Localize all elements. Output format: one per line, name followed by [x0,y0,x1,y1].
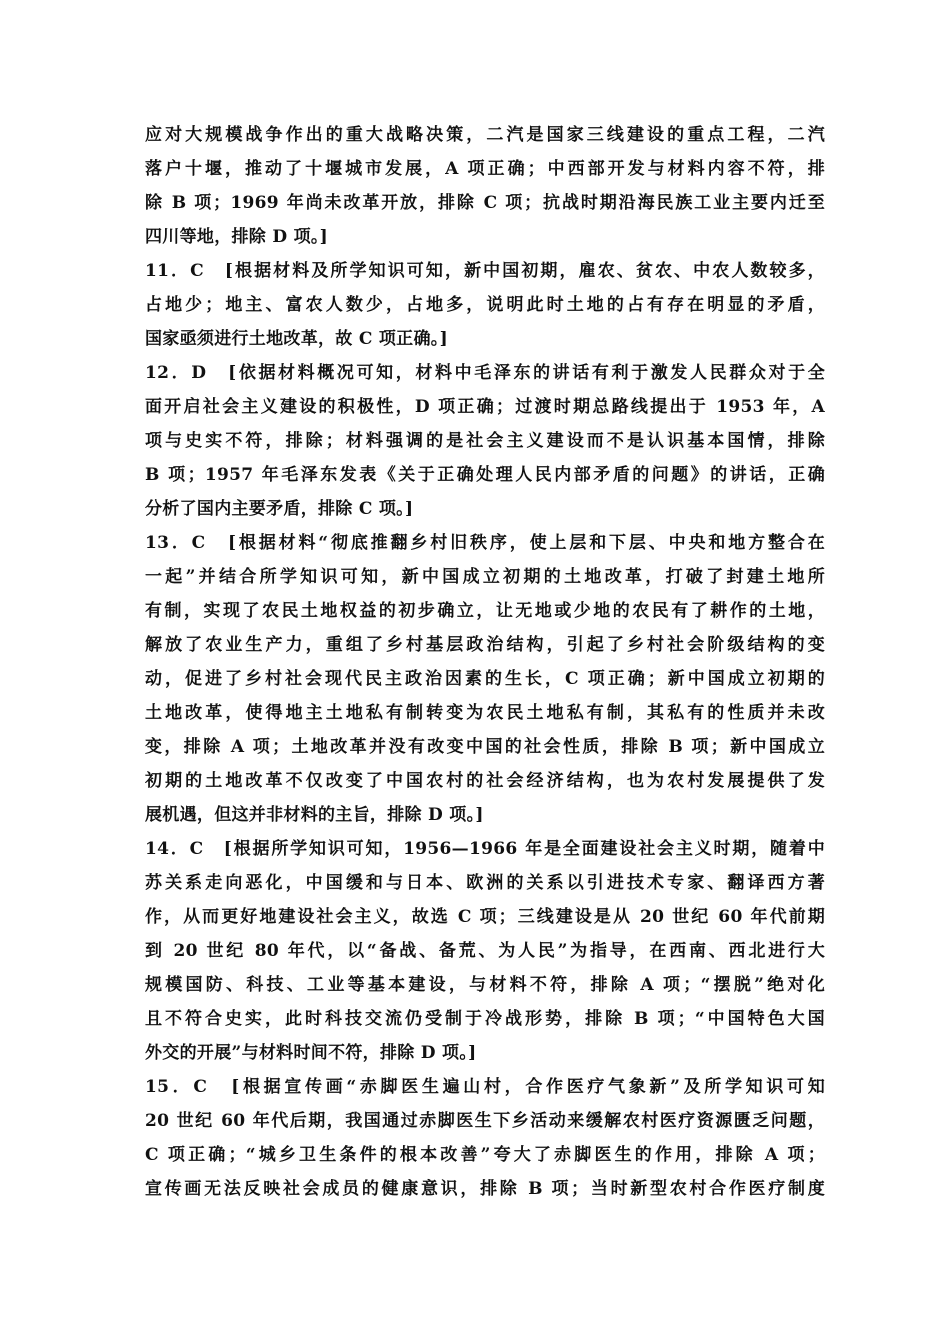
text-line: 20 世纪 60 年代后期，我国通过赤脚医生下乡活动来缓解农村医疗资源匮乏问题， [145,1111,825,1131]
text-line: 分析了国内主要矛盾，排除 C 项。] [145,499,414,519]
text-line: 占地少；地主、富农人数少，占地多，说明此时土地的占有存在明显的矛盾， [145,295,825,315]
text-line: 面开启社会主义建设的积极性，D 项正确；过渡时期总路线提出于 1953 年，A [145,397,825,417]
text-line: 有制，实现了农民土地权益的初步确立，让无地或少地的农民有了耕作的土地， [145,601,825,621]
document-page [145,118,825,1206]
text-line: 12．D [依据材料概况可知，材料中毛泽东的讲话有利于激发人民群众对于全 [145,363,825,383]
text-line: 变，排除 A 项；土地改革并没有改变中国的社会性质，排除 B 项；新中国成立 [145,737,825,757]
text-line: 15．C [根据宣传画“赤脚医生遍山村，合作医疗气象新”及所学知识可知 [145,1077,825,1097]
text-line: 14．C [根据所学知识可知，1956—1966 年是全面建设社会主义时期，随着中 [145,839,825,859]
text-line: C 项正确；“城乡卫生条件的根本改善”夸大了赤脚医生的作用，排除 A 项； [145,1145,825,1165]
text-line: 到 20 世纪 80 年代，以“备战、备荒、为人民”为指导，在西南、西北进行大 [145,941,825,961]
text-line: 作，从而更好地建设社会主义，故选 C 项；三线建设是从 20 世纪 60 年代前期 [145,907,825,927]
text-line: 一起”并结合所学知识可知，新中国成立初期的土地改革，打破了封建土地所 [145,567,825,587]
text-line: 11．C [根据材料及所学知识可知，新中国初期，雇农、贫农、中农人数较多， [145,261,825,281]
text-line: 展机遇，但这并非材料的主旨，排除 D 项。] [145,805,484,825]
text-line: 国家亟须进行土地改革，故 C 项正确。] [145,329,448,349]
text-line: B 项；1957 年毛泽东发表《关于正确处理人民内部矛盾的问题》的讲话，正确 [145,465,825,485]
text-line: 项与史实不符，排除；材料强调的是社会主义建设而不是认识基本国情，排除 [145,431,825,451]
text-line: 应对大规模战争作出的重大战略决策，二汽是国家三线建设的重点工程，二汽 [145,125,825,145]
text-line: 规模国防、科技、工业等基本建设，与材料不符，排除 A 项；“摆脱”绝对化 [145,975,825,995]
text-line: 外交的开展”与材料时间不符，排除 D 项。] [145,1043,477,1063]
text-line: 动，促进了乡村社会现代民主政治因素的生长，C 项正确；新中国成立初期的 [145,669,825,689]
text-line: 13．C [根据材料“彻底推翻乡村旧秩序，使上层和下层、中央和地方整合在 [145,533,825,553]
text-line: 初期的土地改革不仅改变了中国农村的社会经济结构，也为农村发展提供了发 [145,771,825,791]
text-line: 解放了农业生产力，重组了乡村基层政治结构，引起了乡村社会阶级结构的变 [145,635,825,655]
text-line: 宣传画无法反映社会成员的健康意识，排除 B 项；当时新型农村合作医疗制度 [145,1179,825,1199]
text-line: 四川等地，排除 D 项。] [145,227,329,247]
text-line: 且不符合史实，此时科技交流仍受制于冷战形势，排除 B 项；“中国特色大国 [145,1009,825,1029]
text-line: 土地改革，使得地主土地私有制转变为农民土地私有制，其私有的性质并未改 [145,703,825,723]
text-line: 落户十堰，推动了十堰城市发展，A 项正确；中西部开发与材料内容不符，排 [145,159,825,179]
text-line: 除 B 项；1969 年尚未改革开放，排除 C 项；抗战时期沿海民族工业主要内迁至 [145,193,825,213]
text-line: 苏关系走向恶化，中国缓和与日本、欧洲的关系以引进技术专家、翻译西方著 [145,873,825,893]
